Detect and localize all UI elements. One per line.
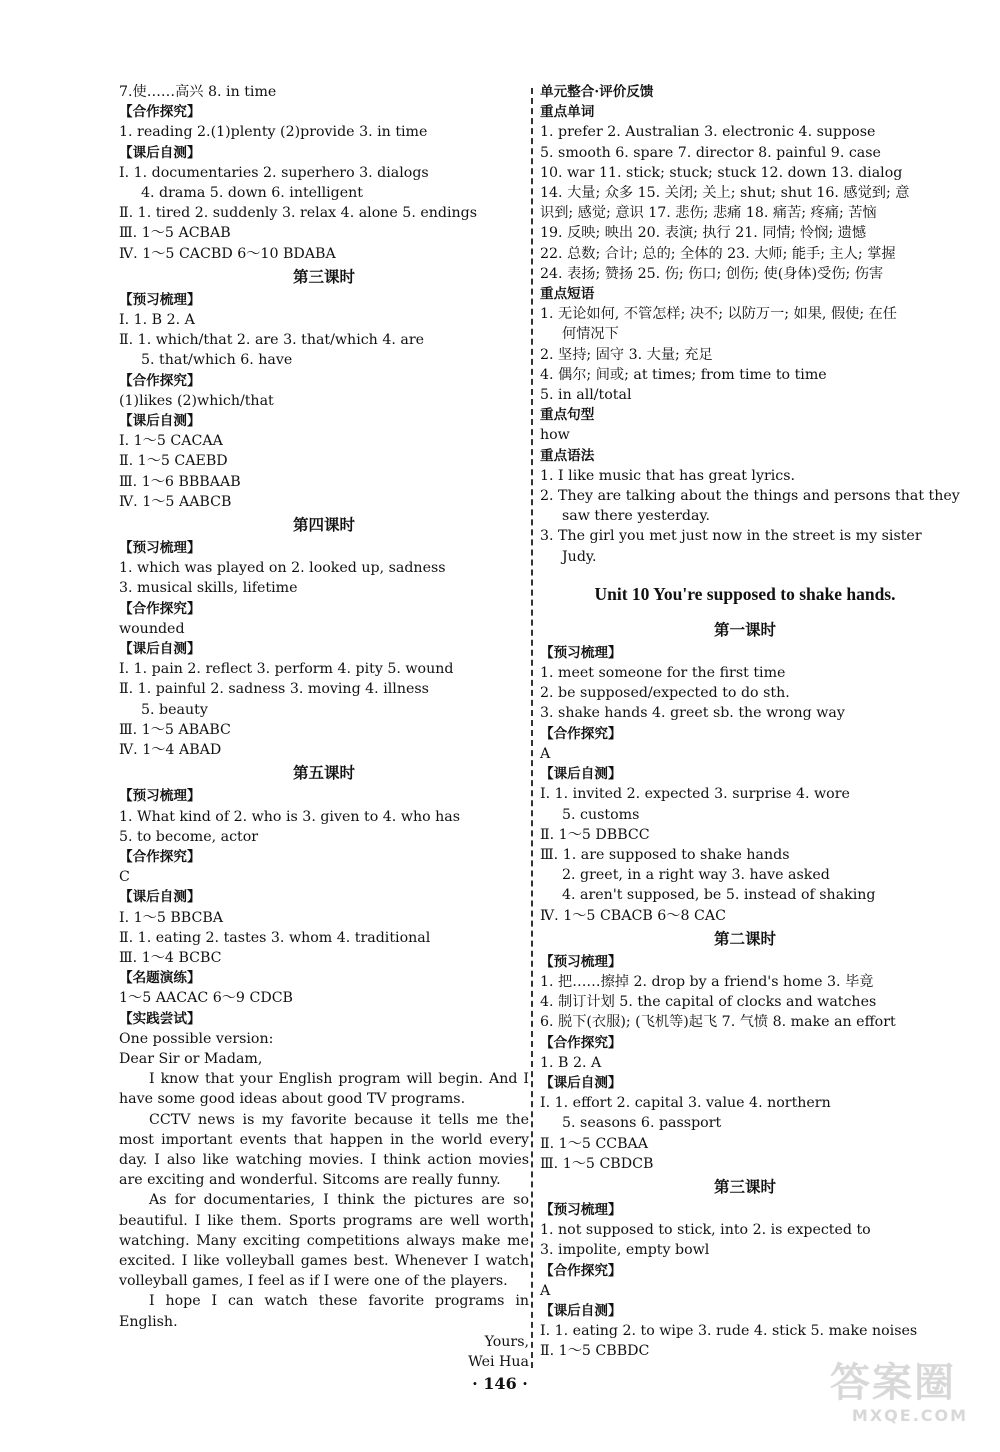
lesson-title: 第一课时 — [713, 619, 776, 639]
section-heading: 【预习梳理】 — [540, 1201, 622, 1218]
essay-signature: Yours, — [484, 1333, 529, 1350]
section-heading: 【合作探究】 — [540, 725, 622, 742]
section-heading: 【实践尝试】 — [119, 1010, 201, 1027]
section-heading: 【课后自测】 — [540, 1302, 622, 1319]
answer-line: 2. greet, in a right way 3. have asked — [562, 867, 830, 884]
answer-line: Ⅲ. 1～5 ACBAB — [119, 225, 231, 242]
section-heading: 【合作探究】 — [540, 1034, 622, 1051]
section-heading: 【合作探究】 — [119, 848, 201, 865]
answer-line: 4. drama 5. down 6. intelligent — [141, 185, 363, 202]
answer-line: 14. 大量; 众多 15. 关闭; 关上; shut; shut 16. 感觉到; 意 — [540, 185, 910, 202]
answer-line: 3. impolite, empty bowl — [540, 1242, 710, 1259]
section-heading: 【预习梳理】 — [119, 540, 201, 557]
column-divider — [531, 88, 533, 1368]
answer-line: Ⅲ. 1. are supposed to shake hands — [540, 846, 790, 863]
answer-line: A — [540, 1282, 551, 1299]
section-heading: 【课后自测】 — [540, 766, 622, 783]
watermark-sub: MXQE.COM — [851, 1406, 969, 1425]
answer-line: Ⅰ. 1. invited 2. expected 3. surprise 4. wore — [540, 786, 850, 803]
answer-line: 3. The girl you met just now in the street is my sister — [540, 528, 922, 545]
answer-line: Ⅲ. 1～6 BBBAAB — [119, 473, 241, 490]
answer-line: 1. B 2. A — [540, 1054, 602, 1071]
section-heading: 【合作探究】 — [540, 1262, 622, 1279]
answer-line: Ⅳ. 1～5 AABCB — [119, 493, 232, 510]
answer-line: 7.使……高兴 8. in time — [119, 84, 277, 100]
answer-line: 1. I like music that has great lyrics. — [540, 467, 796, 484]
answer-line: Ⅲ. 1～5 ABABC — [119, 721, 231, 738]
answer-line: wounded — [119, 620, 185, 637]
section-heading: 【课后自测】 — [119, 641, 201, 658]
answer-line: saw there yesterday. — [562, 508, 711, 525]
answer-line: Ⅱ. 1. tired 2. suddenly 3. relax 4. alone 5. endings — [119, 205, 477, 222]
essay-paragraph: CCTV news is my favorite because it tells me the most important events that happen in the world every day. I also like watching movies. I think action movies are exciting and wonderful. Sitcoms are really funny. — [119, 1111, 529, 1189]
section-heading: 重点单词 — [540, 104, 595, 121]
answer-line: Ⅱ. 1～5 CBBDC — [540, 1343, 650, 1360]
answer-line: 19. 反映; 映出 20. 表演; 执行 21. 同情; 怜悯; 遗憾 — [540, 225, 867, 242]
answer-line: C — [119, 869, 130, 886]
left-column — [119, 82, 529, 1372]
section-heading: 【合作探究】 — [119, 372, 201, 389]
answer-line: (1)likes (2)which/that — [119, 392, 274, 409]
answer-line: 1. 无论如何, 不管怎样; 决不; 以防万一; 如果, 假使; 在任 — [540, 306, 897, 323]
answer-line: 10. war 11. stick; stuck; stuck 12. down 13. dialog — [540, 164, 903, 181]
answer-line: 5. in all/total — [540, 387, 632, 404]
section-heading: 【课后自测】 — [119, 413, 201, 430]
section-heading: 【合作探究】 — [119, 600, 201, 617]
answer-line: Judy. — [562, 548, 597, 565]
unit-title: Unit 10 You're supposed to shake hands. — [594, 583, 896, 604]
answer-line: Ⅰ. 1. documentaries 2. superhero 3. dialogs — [119, 164, 429, 181]
answer-line: 4. 制订计划 5. the capital of clocks and watches — [540, 994, 877, 1011]
watermark-main: 答案圈 — [830, 1360, 956, 1406]
answer-line: 5. to become, actor — [119, 828, 259, 845]
answer-line: Ⅲ. 1～5 CBDCB — [540, 1155, 654, 1172]
answer-line: 1～5 AACAC 6～9 CDCB — [119, 990, 293, 1007]
section-heading: 单元整合·评价反馈 — [540, 84, 654, 100]
section-heading: 【预习梳理】 — [540, 644, 622, 661]
answer-line: Ⅱ. 1. painful 2. sadness 3. moving 4. illness — [119, 681, 429, 698]
answer-line: Ⅳ. 1～5 CACBD 6～10 BDABA — [119, 245, 336, 262]
answer-line: Ⅰ. 1. effort 2. capital 3. value 4. northern — [540, 1095, 831, 1112]
answer-line: 1. 把……擦掉 2. drop by a friend's home 3. 毕竟 — [540, 973, 874, 990]
answer-line: 5. that/which 6. have — [141, 352, 293, 369]
answer-line: 22. 总数; 合计; 总的; 全体的 23. 大师; 能手; 主人; 掌握 — [540, 245, 896, 262]
section-heading: 重点短语 — [540, 286, 595, 303]
page-number: · 146 · — [472, 1374, 528, 1393]
answer-line: Ⅱ. 1. which/that 2. are 3. that/which 4. are — [119, 332, 425, 349]
right-column — [540, 82, 960, 1362]
section-heading: 【课后自测】 — [119, 144, 201, 161]
answer-line: 1. reading 2.(1)plenty (2)provide 3. in time — [119, 124, 428, 141]
section-heading: 【预习梳理】 — [540, 953, 622, 970]
answer-line: 2. They are talking about the things and persons that they — [540, 488, 960, 505]
answer-line: 5. beauty — [141, 701, 208, 718]
lesson-title: 第五课时 — [292, 763, 355, 783]
answer-line: 5. seasons 6. passport — [562, 1115, 722, 1132]
answer-line: Ⅰ. 1～5 BBCBA — [119, 909, 224, 926]
section-heading: 【预习梳理】 — [119, 788, 201, 805]
answer-line: 2. 坚持; 固守 3. 大量; 充足 — [540, 346, 713, 363]
section-heading: 重点语法 — [540, 447, 595, 464]
answer-line: Ⅱ. 1～5 DBBCC — [540, 826, 650, 843]
lesson-title: 第二课时 — [713, 928, 776, 948]
section-heading: 【预习梳理】 — [119, 291, 201, 308]
answer-line: 24. 表扬; 赞扬 25. 伤; 伤口; 创伤; 使(身体)受伤; 伤害 — [540, 265, 884, 282]
answer-line: 4. aren't supposed, be 5. instead of shaking — [562, 887, 876, 904]
answer-line: Ⅱ. 1～5 CAEBD — [119, 453, 228, 470]
answer-line: 5. smooth 6. spare 7. director 8. painful 9. case — [540, 144, 881, 161]
essay-paragraph: I hope I can watch these favorite programs in English. — [119, 1293, 529, 1330]
answer-line: Ⅱ. 1. eating 2. tastes 3. whom 4. traditional — [119, 929, 431, 946]
watermark-logo — [830, 1360, 990, 1440]
answer-line: 识到; 感觉; 意识 17. 悲伤; 悲痛 18. 痛苦; 疼痛; 苦恼 — [540, 205, 877, 222]
essay-paragraph: As for documentaries, I think the pictures are so beautiful. I like them. Sports programs are well worth watching. Many exciting competitions always make me excited. I like volleyball games best. Whenever I watch volleyball games, I feel as if I were one of the players. — [119, 1192, 529, 1290]
answer-line: Ⅰ. 1. B 2. A — [119, 312, 195, 329]
answer-line: Dear Sir or Madam, — [119, 1050, 263, 1067]
answer-line: 3. shake hands 4. greet sb. the wrong way — [540, 705, 845, 722]
answer-line: Ⅳ. 1～4 ABAD — [119, 742, 222, 759]
section-heading: 【课后自测】 — [540, 1074, 622, 1091]
lesson-title: 第三课时 — [713, 1176, 776, 1196]
answer-line: A — [540, 745, 551, 762]
answer-line: 何情况下 — [562, 326, 619, 343]
section-heading: 重点句型 — [540, 407, 595, 424]
answer-line: Ⅰ. 1. pain 2. reflect 3. perform 4. pity 5. wound — [119, 661, 454, 678]
answer-line: Ⅰ. 1～5 CACAA — [119, 433, 223, 450]
answer-line: One possible version: — [119, 1030, 274, 1047]
section-heading: 【名题演练】 — [119, 970, 201, 987]
answer-line: 6. 脱下(衣服); (飞机等)起飞 7. 气愤 8. make an effort — [540, 1014, 896, 1031]
answer-line: how — [540, 427, 570, 444]
answer-line: 4. 偶尔; 间或; at times; from time to time — [540, 366, 827, 383]
section-heading: 【课后自测】 — [119, 889, 201, 906]
answer-line: 3. musical skills, lifetime — [119, 580, 298, 597]
answer-line: 1. not supposed to stick, into 2. is expected to — [540, 1222, 871, 1239]
lesson-title: 第四课时 — [292, 515, 355, 535]
answer-line: 1. which was played on 2. looked up, sadness — [119, 560, 446, 577]
answer-line: 1. What kind of 2. who is 3. given to 4. who has — [119, 808, 461, 825]
answer-line: Ⅲ. 1～4 BCBC — [119, 949, 222, 966]
lesson-title: 第三课时 — [292, 266, 355, 286]
answer-line: 1. prefer 2. Australian 3. electronic 4. suppose — [540, 124, 876, 141]
essay-paragraph: I know that your English program will begin. And I have some good ideas about good TV programs. — [119, 1071, 529, 1108]
answer-line: 1. meet someone for the first time — [540, 665, 786, 682]
essay-signature: Wei Hua — [468, 1353, 529, 1370]
answer-line: 2. be supposed/expected to do sth. — [540, 685, 790, 702]
answer-line: Ⅱ. 1～5 CCBAA — [540, 1135, 649, 1152]
answer-line: Ⅳ. 1～5 CBACB 6～8 CAC — [540, 907, 726, 924]
answer-line: 5. customs — [562, 806, 640, 823]
answer-line: Ⅰ. 1. eating 2. to wipe 3. rude 4. stick 5. make noises — [540, 1323, 918, 1340]
section-heading: 【合作探究】 — [119, 104, 201, 121]
